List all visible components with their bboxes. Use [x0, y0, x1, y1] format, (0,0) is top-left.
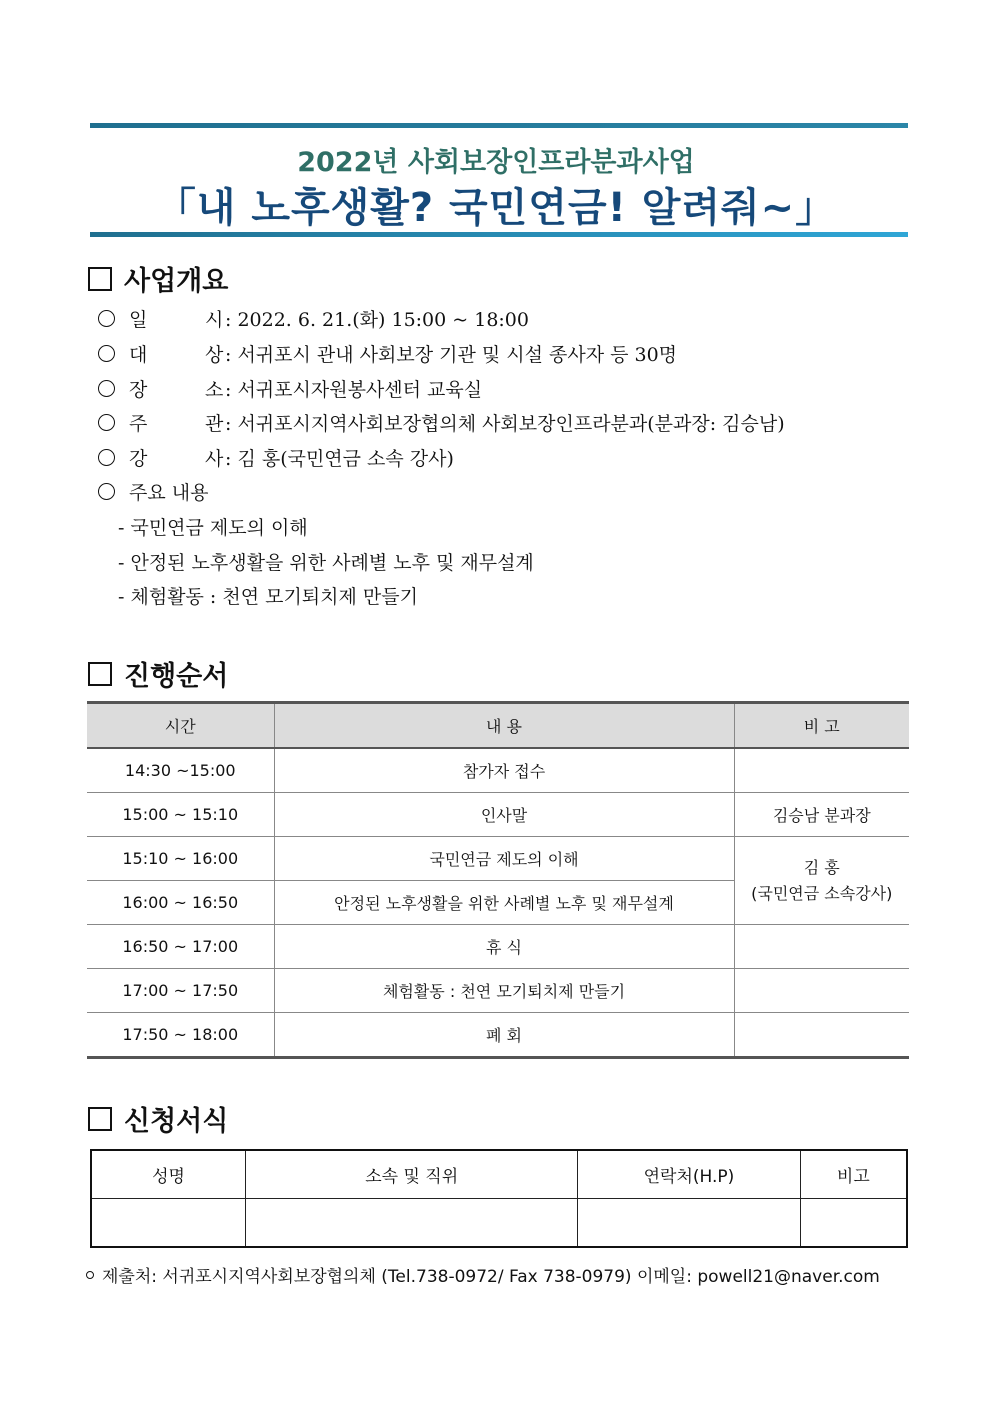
cell-time: 14:30 ~15:00 — [87, 748, 274, 793]
circle-bullet-icon — [98, 380, 115, 397]
cell-note — [734, 748, 909, 793]
table-row — [87, 925, 909, 969]
column-header-time: 시간 — [87, 703, 274, 749]
cell-content: 휴 식 — [274, 925, 734, 969]
circle-bullet-icon — [98, 449, 115, 466]
info-row-lecturer: 강 사: 김 홍(국민연금 소속 강사) — [98, 444, 454, 471]
footer-text: 제출처: 서귀포시지역사회보장협의체 (Tel.738-0972/ Fax 738-0979) 이메일: powell21@naver.com — [102, 1267, 880, 1287]
info-value: : 서귀포시지역사회보장협의체 사회보장인프라분과(분과장: 김승남) — [225, 413, 785, 435]
cell-note: 김승남 분과장 — [734, 793, 909, 837]
checkbox-square-icon — [88, 662, 112, 686]
content-item: - 국민연금 제도의 이해 — [118, 517, 308, 539]
cell-content: 참가자 접수 — [274, 748, 734, 793]
cell-content: 폐 회 — [274, 1013, 734, 1058]
cell-time: 17:00 ~ 17:50 — [87, 969, 274, 1013]
title-top-rule — [90, 123, 908, 128]
cell-content: 인사말 — [274, 793, 734, 837]
circle-bullet-icon — [98, 414, 115, 431]
small-circle-bullet-icon — [86, 1271, 94, 1279]
info-label: 주요 내용 — [129, 482, 209, 504]
table-row — [87, 793, 909, 837]
info-value: : 서귀포시 관내 사회보장 기관 및 시설 종사자 등 30명 — [225, 344, 678, 366]
column-header-note: 비 고 — [734, 703, 909, 749]
table-header-row — [91, 1150, 907, 1199]
cell-content: 체험활동 : 천연 모기퇴치제 만들기 — [274, 969, 734, 1013]
cell-note-merged — [734, 837, 909, 925]
table-row — [87, 837, 909, 881]
checkbox-square-icon — [88, 1107, 112, 1131]
submission-footer — [86, 1262, 880, 1287]
cell-note — [734, 925, 909, 969]
content-item: - 안정된 노후생활을 위한 사례별 노후 및 재무설계 — [118, 552, 534, 574]
section-heading-text: 진행순서 — [124, 661, 229, 692]
column-header-contact: 연락처(H.P) — [578, 1150, 800, 1199]
checkbox-square-icon — [88, 267, 112, 291]
section-heading-overview — [88, 259, 228, 298]
schedule-table — [87, 701, 909, 1059]
content-item: - 체험활동 : 천연 모기퇴치제 만들기 — [118, 586, 418, 608]
table-row — [87, 748, 909, 793]
cell-time: 17:50 ~ 18:00 — [87, 1013, 274, 1058]
note-line: (국민연금 소속강사) — [751, 883, 893, 903]
cell-note — [734, 1013, 909, 1058]
remarks-field[interactable] — [800, 1199, 907, 1248]
title-bottom-rule — [90, 232, 908, 237]
table-row — [87, 969, 909, 1013]
cell-note — [734, 969, 909, 1013]
column-header-affiliation: 소속 및 직위 — [246, 1150, 578, 1199]
column-header-content: 내 용 — [274, 703, 734, 749]
column-header-remarks: 비고 — [800, 1150, 907, 1199]
info-value: : 서귀포시자원봉사센터 교육실 — [225, 379, 483, 401]
cell-content: 안정된 노후생활을 위한 사례별 노후 및 재무설계 — [274, 881, 734, 925]
cell-time: 15:00 ~ 15:10 — [87, 793, 274, 837]
section-heading-application — [88, 1099, 228, 1138]
cell-time: 15:10 ~ 16:00 — [87, 837, 274, 881]
info-row-content — [98, 478, 208, 505]
info-value: : 김 홍(국민연금 소속 강사) — [225, 448, 454, 470]
circle-bullet-icon — [98, 483, 115, 500]
info-value: : 2022. 6. 21.(화) 15:00 ~ 18:00 — [225, 309, 529, 331]
circle-bullet-icon — [98, 345, 115, 362]
circle-bullet-icon — [98, 310, 115, 327]
section-heading-text: 사업개요 — [124, 266, 229, 297]
application-form-table — [90, 1149, 908, 1248]
contact-field[interactable] — [578, 1199, 800, 1248]
info-row-organizer: 주 관: 서귀포시지역사회보장협의체 사회보장인프라분과(분과장: 김승남) — [98, 409, 785, 436]
page-title: 「내 노후생활? 국민연금! 알려줘~」 — [155, 185, 837, 231]
page-subtitle: 2022년 사회보장인프라분과사업 — [297, 147, 695, 178]
info-row-target: 대 상: 서귀포시 관내 사회보장 기관 및 시설 종사자 등 30명 — [98, 340, 677, 367]
info-row-date: 일 시: 2022. 6. 21.(화) 15:00 ~ 18:00 — [98, 305, 529, 332]
info-row-place: 장 소: 서귀포시자원봉사센터 교육실 — [98, 375, 482, 402]
section-heading-schedule — [88, 654, 228, 693]
cell-content: 국민연금 제도의 이해 — [274, 837, 734, 881]
section-heading-text: 신청서식 — [124, 1106, 229, 1137]
name-field[interactable] — [91, 1199, 246, 1248]
cell-time: 16:50 ~ 17:00 — [87, 925, 274, 969]
column-header-name: 성명 — [91, 1150, 246, 1199]
cell-time: 16:00 ~ 16:50 — [87, 881, 274, 925]
table-row — [87, 1013, 909, 1058]
form-entry-row — [91, 1199, 907, 1248]
affiliation-field[interactable] — [246, 1199, 578, 1248]
note-line: 김 홍 — [803, 857, 840, 877]
table-header-row — [87, 703, 909, 749]
